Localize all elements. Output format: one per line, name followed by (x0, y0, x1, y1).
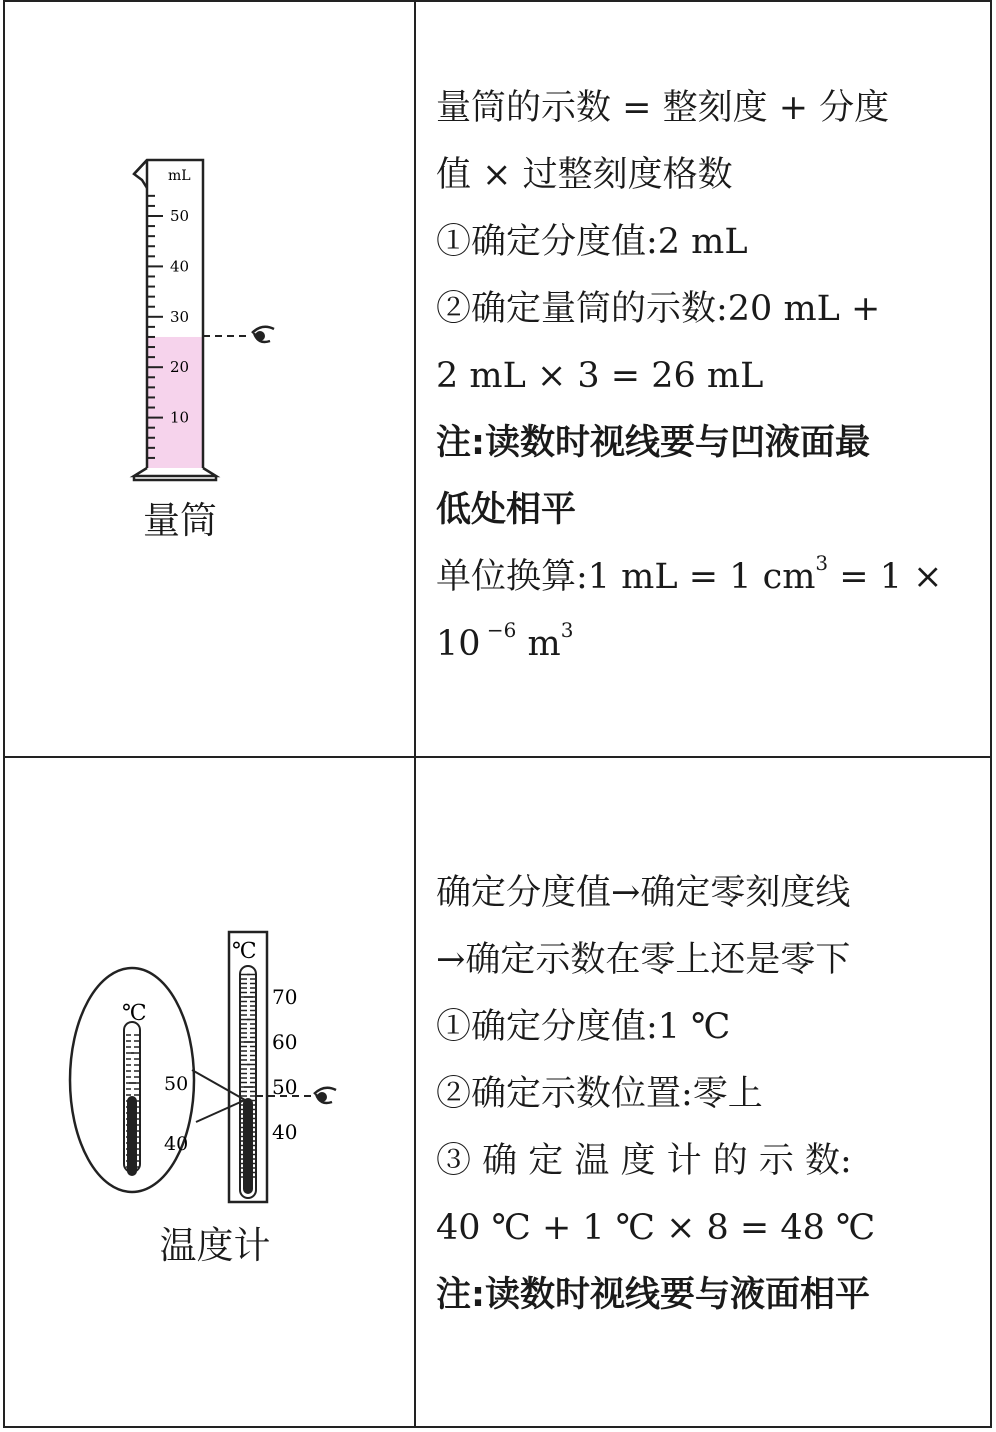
thermometer-explanation (436, 860, 976, 1329)
cylinder-note-1: 注:读数时视线要与凹液面最 (436, 423, 870, 463)
cylinder-line-1: 量筒的示数 = 整刻度 + 分度 (436, 88, 890, 128)
cylinder-note-2: 低处相平 (436, 490, 577, 530)
cylinder-line-5: 2 mL × 3 = 26 mL (436, 356, 764, 396)
thermo-line-5: ③ 确 定 温 度 计 的 示 数: (436, 1141, 852, 1181)
zoom-thermometer-liquid (127, 1096, 137, 1176)
cylinder-line-3: ①确定分度值:2 mL (436, 222, 748, 262)
eye-icon (252, 327, 274, 342)
thermo-line-4: ②确定示数位置:零上 (436, 1074, 763, 1114)
cylinder-tick-label: 40 (170, 257, 190, 276)
thermo-line-2: →确定示数在零上还是零下 (436, 940, 851, 980)
thermometer-tick-label: 50 (272, 1075, 298, 1099)
thermo-note: 注:读数时视线要与液面相平 (436, 1275, 870, 1315)
zoom-connector-top (192, 1070, 245, 1100)
graduated-cylinder-figure (120, 150, 320, 490)
thermometer-tick-label: 70 (272, 985, 298, 1009)
cylinder-liquid (147, 337, 203, 468)
thermo-line-3: ①确定分度值:1 ℃ (436, 1007, 731, 1047)
cylinder-spout (134, 160, 147, 188)
cylinder-line-4: ②确定量筒的示数:20 mL + (436, 289, 881, 329)
thermometer-figure (60, 920, 360, 1220)
zoom-tick-label: 50 (164, 1073, 189, 1095)
zoom-tick-label: 40 (164, 1133, 189, 1155)
thermo-line-1: 确定分度值→确定零刻度线 (436, 873, 851, 913)
zoom-connector-bottom (196, 1100, 245, 1122)
thermometer-unit-label: ℃ (232, 939, 257, 964)
thermometer-tick-label: 40 (272, 1120, 298, 1144)
cylinder-explanation (436, 75, 976, 678)
unit-conversion-line-2: 10 $^{-6}$ $m^3$ (436, 618, 574, 664)
cylinder-tick-label: 50 (170, 207, 190, 225)
cylinder-unit-label: mL (168, 168, 191, 184)
cylinder-base (134, 468, 216, 480)
unit-conversion-line-1: 单位换算:1 mL = 1 $cm^3 = 1$ × (436, 551, 943, 597)
cylinder-tick-label: 10 (170, 408, 190, 427)
column-divider (414, 0, 416, 1428)
thermometer-tick-label: 60 (272, 1030, 298, 1054)
thermo-line-6: 40 ℃ + 1 ℃ × 8 = 48 ℃ (436, 1208, 876, 1248)
thermometer-caption: 温度计 (159, 1224, 271, 1267)
cylinder-caption: 量筒 (143, 499, 217, 542)
cylinder-tick-label: 20 (170, 358, 190, 377)
zoom-unit-label: ℃ (122, 1001, 147, 1026)
eye-icon (314, 1088, 336, 1103)
cylinder-line-2: 值 × 过整刻度格数 (436, 155, 733, 195)
row-divider (3, 756, 992, 758)
cylinder-tick-label: 30 (170, 307, 190, 326)
